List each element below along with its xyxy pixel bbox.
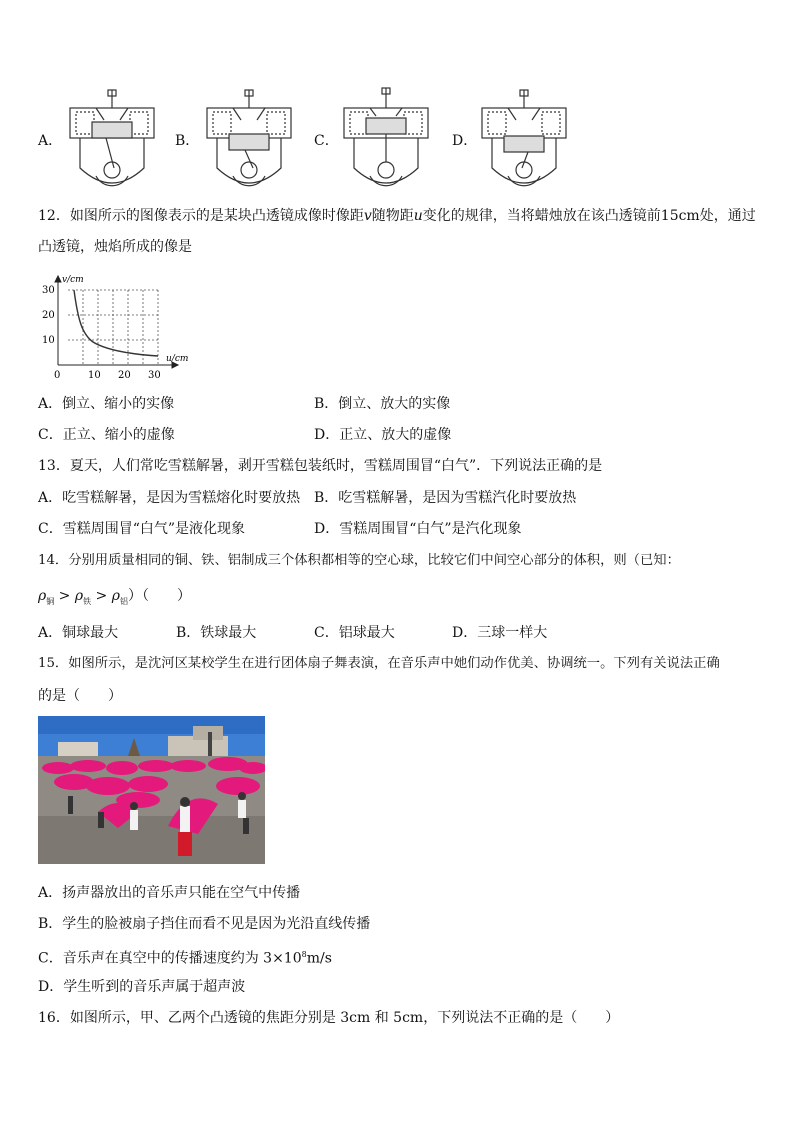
- q12-stem-line2: 凸透镜，烛焰所成的像是: [38, 239, 192, 255]
- q14-density-relation: $\rho_铜 > \rho_铁 > \rho_铝$）（ ）: [38, 588, 191, 606]
- q14-option-a: A．铜球最大: [38, 625, 119, 641]
- engine-diagram-b: [203, 86, 295, 194]
- fan-dance-photo: [38, 716, 265, 864]
- graph-xlabel: u/cm: [166, 354, 189, 364]
- q15-stem-line1: 15．如图所示，是沈河区某校学生在进行团体扇子舞表演，在音乐声中她们动作优美、协调统一。下列有关说法正确: [38, 656, 720, 671]
- q14-option-c: C．铝球最大: [314, 625, 395, 641]
- q11-option-b-label: B．: [175, 133, 200, 149]
- q12-option-c: C．正立、缩小的虚像: [38, 427, 175, 443]
- graph-xtick-10: 10: [88, 370, 101, 381]
- q12-v-u-graph: [38, 270, 198, 385]
- q11-engine-options: [38, 86, 738, 194]
- q15-option-d: D．学生听到的音乐声属于超声波: [38, 979, 246, 995]
- q15-option-c: C．音乐声在真空中的传播速度约为 $3\times 10^8m/s$: [38, 950, 332, 967]
- q12-option-a: A．倒立、缩小的实像: [38, 396, 175, 412]
- graph-ytick-20: 20: [42, 310, 55, 321]
- q11-option-d-label: D．: [452, 133, 478, 149]
- engine-diagram-d: [478, 86, 570, 194]
- graph-xtick-0: 0: [54, 370, 61, 381]
- q13-option-c: C．雪糕周围冒“白气”是液化现象: [38, 521, 246, 537]
- q15-stem-line2: 的是（ ）: [38, 688, 122, 704]
- engine-diagram-c: [340, 86, 432, 194]
- graph-ytick-30: 30: [42, 285, 55, 296]
- q12-option-b: B．倒立、放大的实像: [314, 396, 451, 412]
- q14-stem: 14．分别用质量相同的铜、铁、铝制成三个体积都相等的空心球，比较它们中间空心部分的体积，则（已知：: [38, 553, 680, 568]
- q16-stem: 16．如图所示，甲、乙两个凸透镜的焦距分别是 3cm 和 5cm，下列说法不正确的是（ ）: [38, 1010, 620, 1026]
- graph-ytick-10: 10: [42, 335, 55, 346]
- q15-option-a: A．扬声器放出的音乐声只能在空气中传播: [38, 885, 301, 901]
- graph-xtick-30: 30: [148, 370, 161, 381]
- graph-ylabel: v/cm: [62, 275, 84, 285]
- q15-option-b: B．学生的脸被扇子挡住而看不见是因为光沿直线传播: [38, 916, 371, 932]
- q11-option-c-label: C．: [314, 133, 339, 149]
- q14-option-b: B．铁球最大: [176, 625, 257, 641]
- q13-option-d: D．雪糕周围冒“白气”是汽化现象: [314, 521, 522, 537]
- q11-option-a-label: A．: [38, 133, 63, 149]
- q12-stem-line1: 12．如图所示的图像表示的是某块凸透镜成像时像距v随物距u变化的规律，当将蜡烛放在该凸透镜前15cm处，通过: [38, 208, 756, 224]
- q13-option-b: B．吃雪糕解暑，是因为雪糕汽化时要放热: [314, 490, 577, 506]
- q13-option-a: A．吃雪糕解暑，是因为雪糕熔化时要放热: [38, 490, 301, 506]
- q14-option-d: D．三球一样大: [452, 625, 548, 641]
- engine-diagram-a: [66, 86, 158, 194]
- q12-option-d: D．正立、放大的虚像: [314, 427, 452, 443]
- q13-stem: 13．夏天，人们常吃雪糕解暑，剥开雪糕包装纸时，雪糕周围冒“白气”．下列说法正确的是: [38, 458, 603, 474]
- graph-xtick-20: 20: [118, 370, 131, 381]
